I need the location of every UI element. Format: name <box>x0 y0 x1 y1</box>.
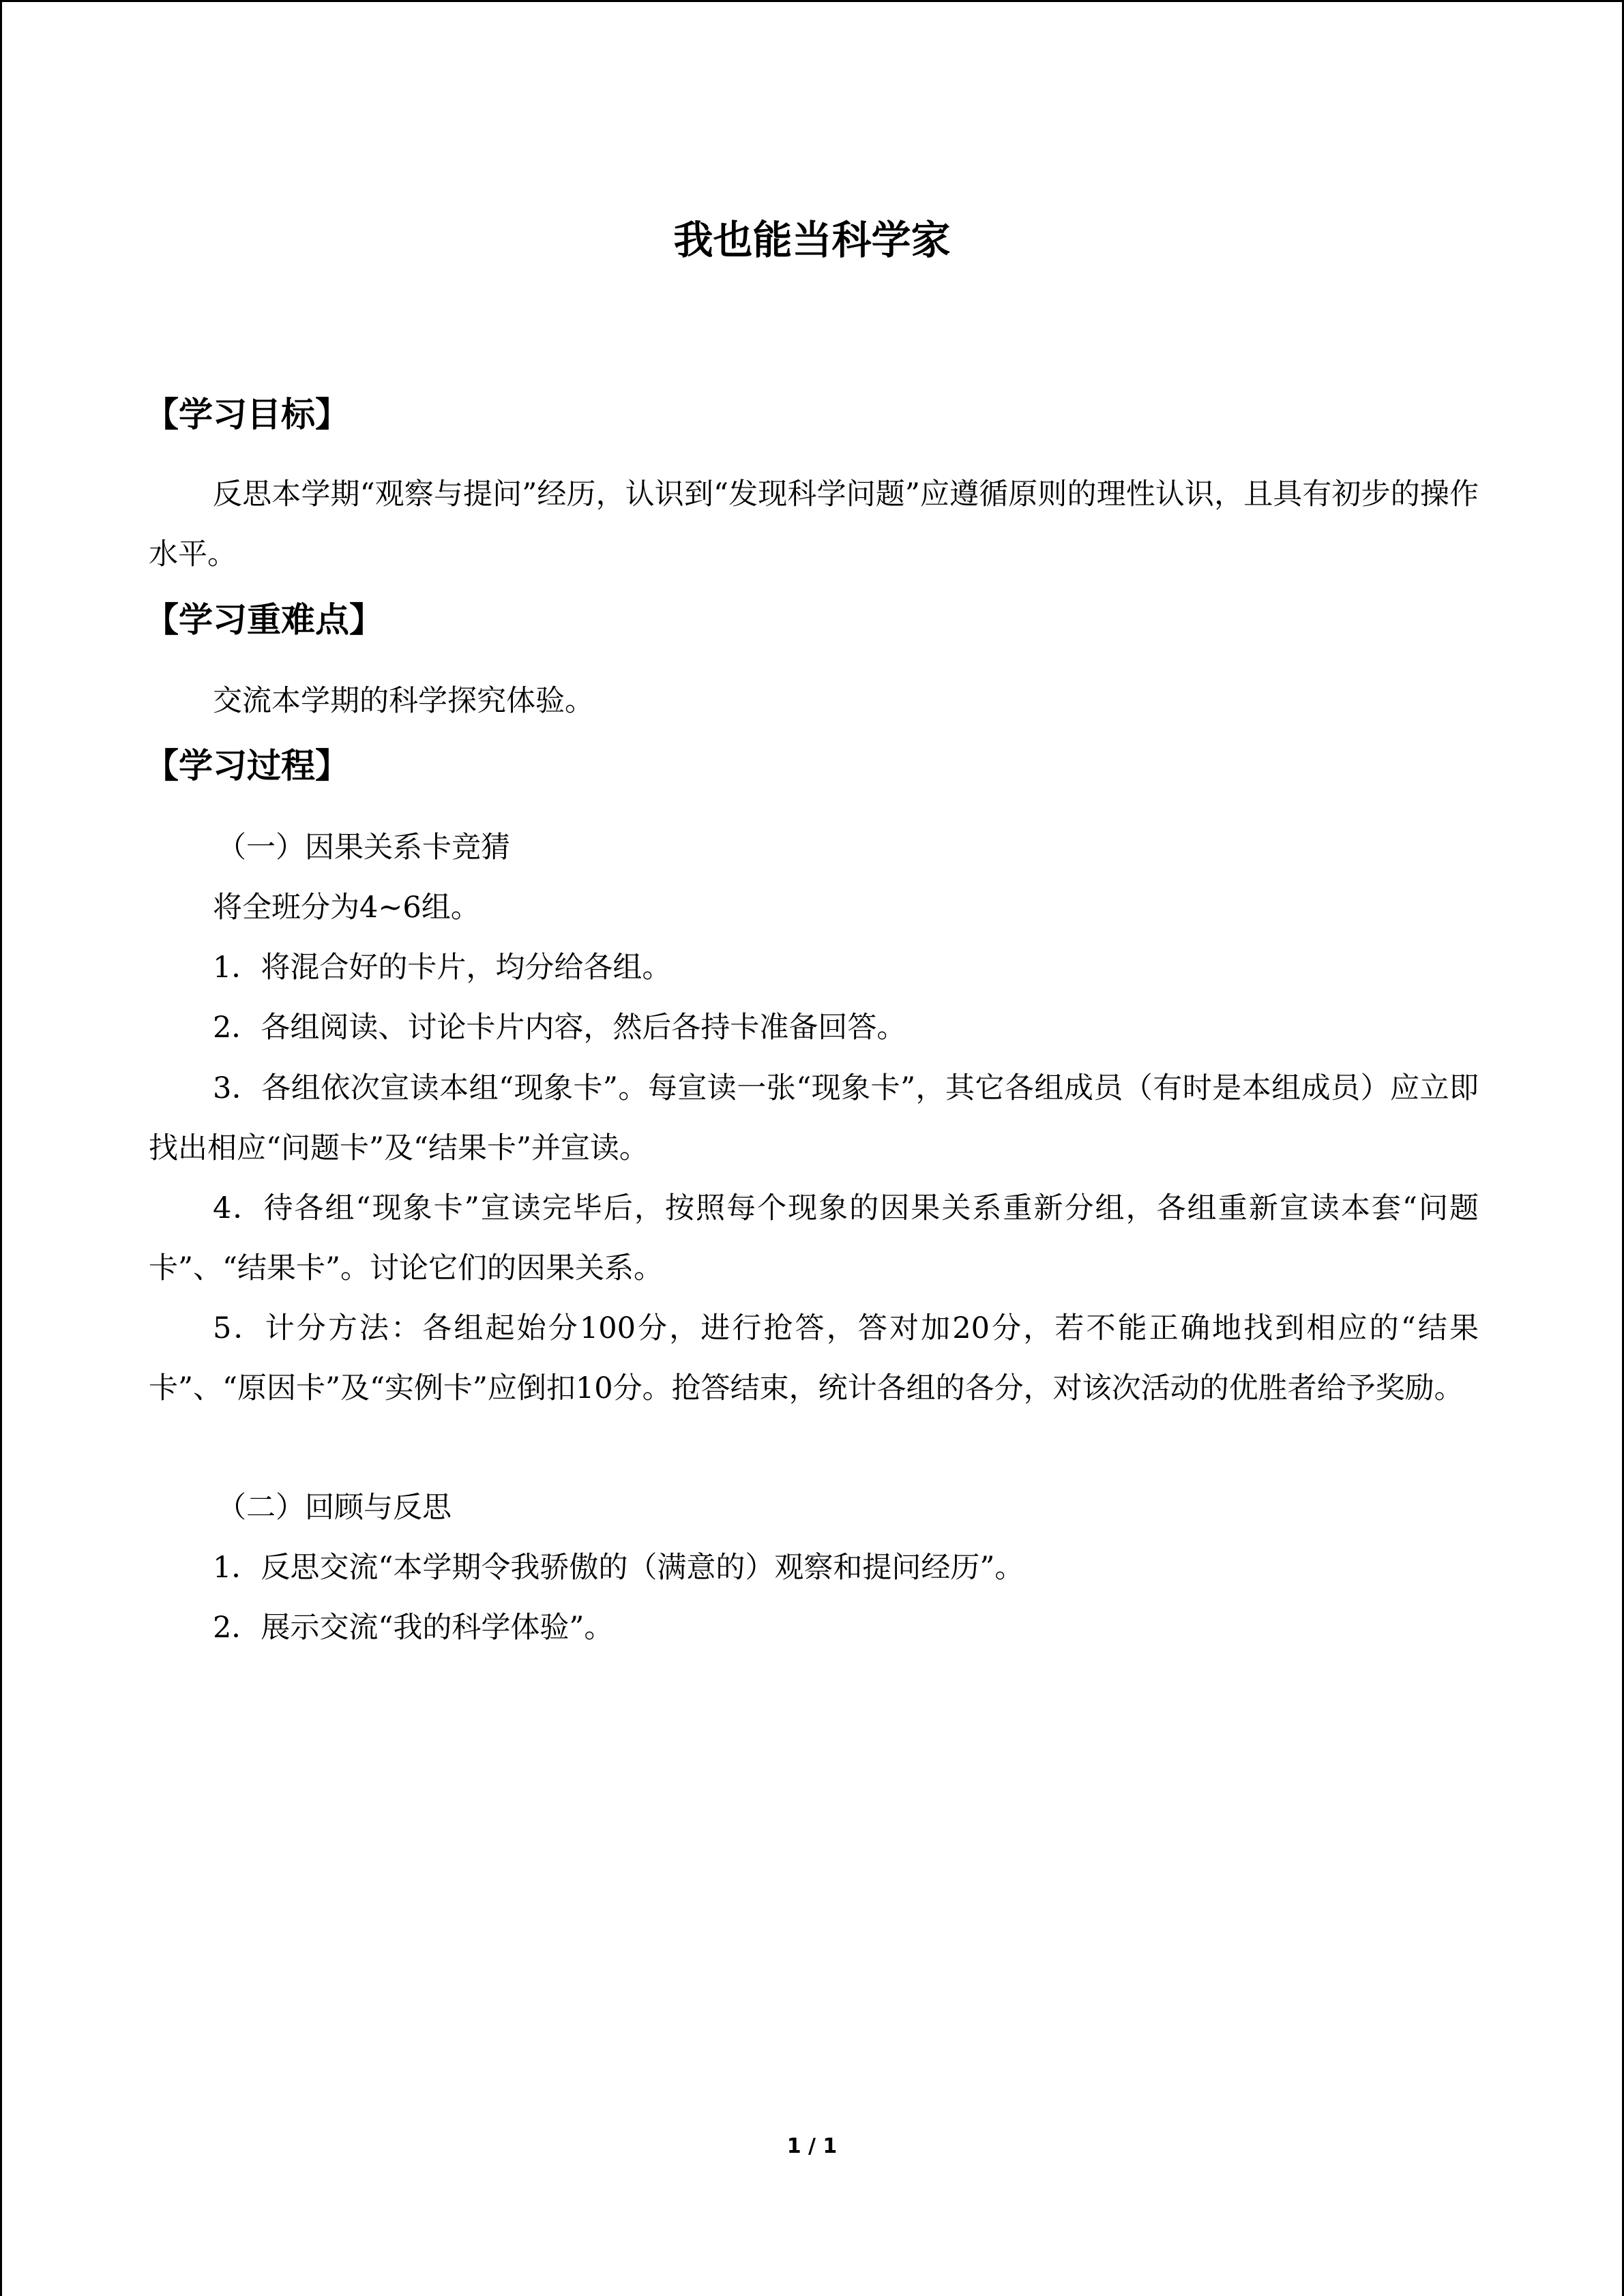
page-number: 1 / 1 <box>786 2134 838 2158</box>
part1-step-4: 4．待各组“现象卡”宣读完毕后，按照每个现象的因果关系重新分组，各组重新宣读本套“问题卡”、“结果卡”。讨论它们的因果关系。 <box>149 1191 1479 1285</box>
heading-key-points: 【学习重难点】 <box>145 600 383 640</box>
key-points-paragraph: 交流本学期的科学探究体验。 <box>213 684 594 718</box>
part1-step-3: 3．各组依次宣读本组“现象卡”。每宣读一张“现象卡”，其它各组成员（有时是本组成员）应立即找出相应“问题卡”及“结果卡”并宣读。 <box>149 1071 1479 1165</box>
part1-step-5: 5．计分方法：各组起始分100分，进行抢答，答对加20分，若不能正确地找到相应的“结果卡”、“原因卡”及“实例卡”应倒扣10分。抢答结束，统计各组的各分，对该次活动的优胜者给予奖励。 <box>149 1311 1479 1405</box>
part1-title: （一）因果关系卡竞猜 <box>217 831 510 865</box>
part2-step-2: 2．展示交流“我的科学体验”。 <box>213 1611 614 1645</box>
part1-step-2: 2．各组阅读、讨论卡片内容，然后各持卡准备回答。 <box>213 1011 906 1045</box>
part2-title: （二）回顾与反思 <box>217 1491 452 1525</box>
page-border-top <box>0 0 1624 2</box>
part2-step-1: 1．反思交流“本学期令我骄傲的（满意的）观察和提问经历”。 <box>213 1551 1024 1585</box>
heading-learning-objectives: 【学习目标】 <box>145 395 349 434</box>
heading-learning-process: 【学习过程】 <box>145 746 349 786</box>
objectives-paragraph: 反思本学期“观察与提问”经历，认识到“发现科学问题”应遵循原则的理性认识，且具有初步的操作水平。 <box>149 477 1479 571</box>
part1-intro: 将全班分为4~6组。 <box>213 891 480 925</box>
part1-step-1: 1．将混合好的卡片，均分给各组。 <box>213 951 672 985</box>
document-title: 我也能当科学家 <box>673 217 951 263</box>
page-border-left <box>0 0 2 2296</box>
